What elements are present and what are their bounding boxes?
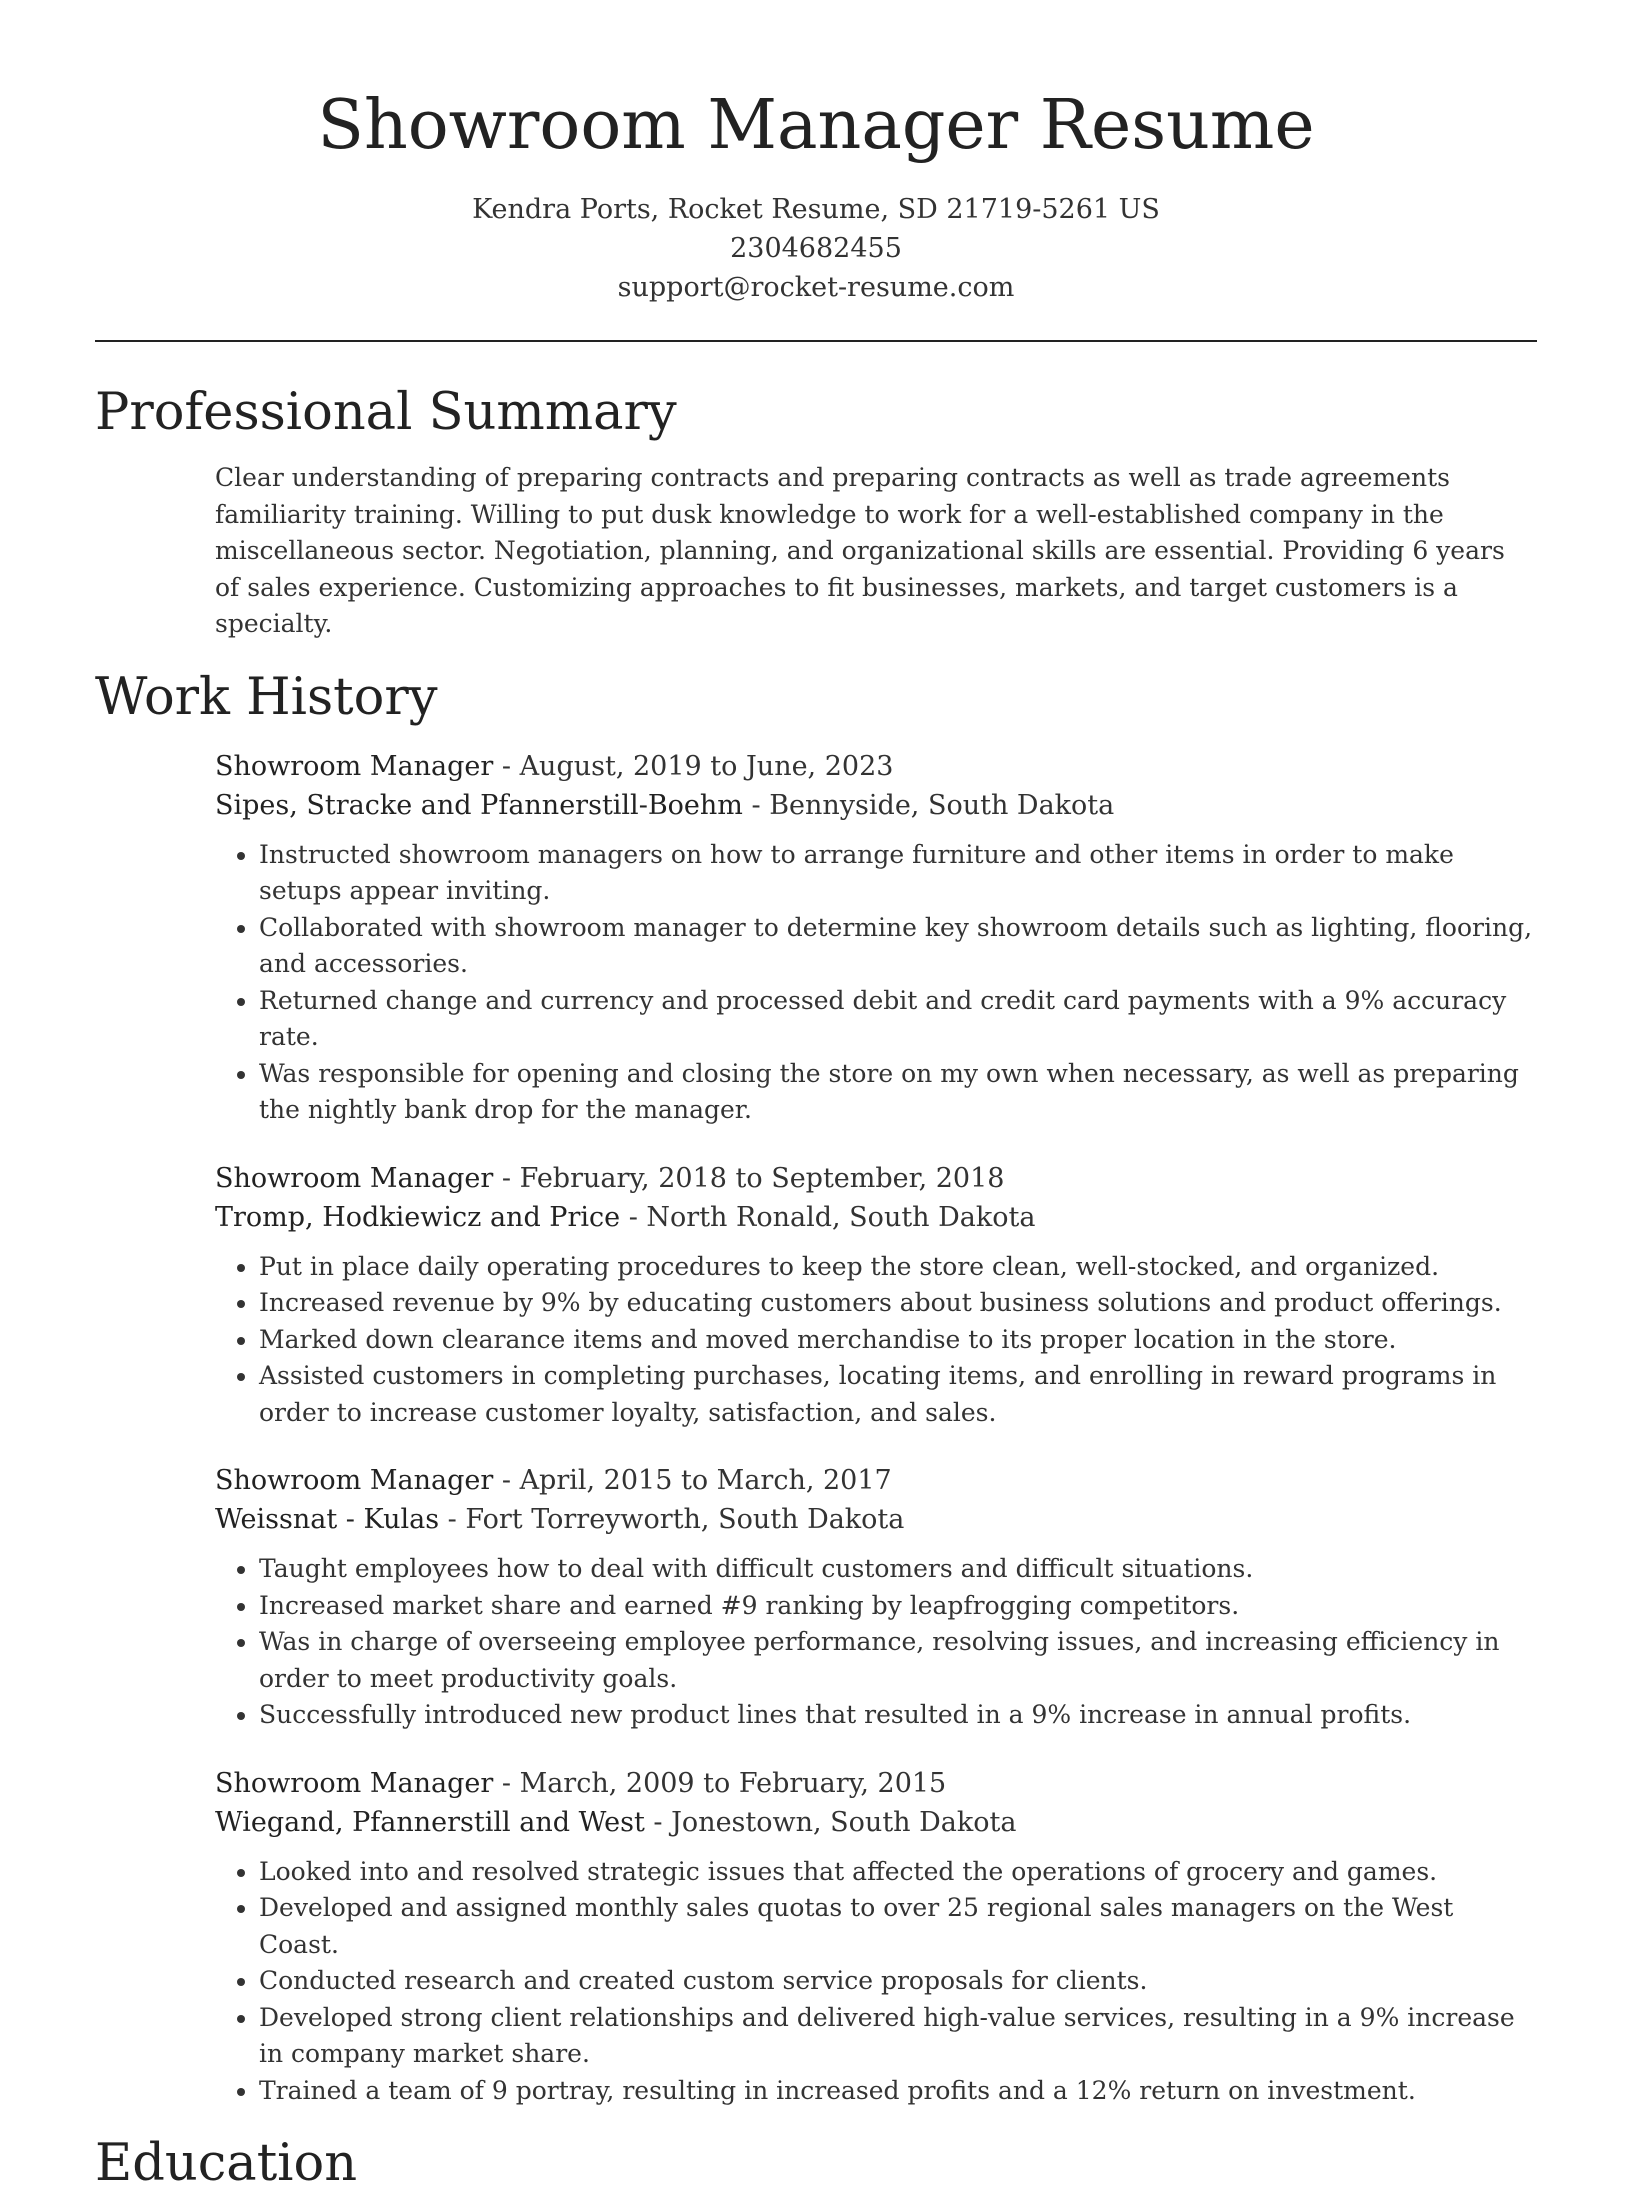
job-company: Wiegand, Pfannerstill and West xyxy=(215,1806,645,1838)
education-section xyxy=(95,2131,1537,2197)
separator: - xyxy=(742,789,770,821)
bullet-item: • Instructed showroom managers on how to arrange furniture and other items in order to make setups appear inviting. xyxy=(259,837,1537,910)
bullet-item: • Conducted research and created custom service proposals for clients. xyxy=(259,1963,1537,2000)
resume-content xyxy=(95,380,1537,2197)
bullet-item: • Developed and assigned monthly sales quotas to over 25 regional sales managers on the West Coast. xyxy=(259,1890,1537,1963)
separator: - xyxy=(493,750,520,782)
bullet-item: • Looked into and resolved strategic issues that affected the operations of grocery and games. xyxy=(259,1854,1537,1891)
bullet-item: • Was in charge of overseeing employee performance, resolving issues, and increasing efficiency in order to meet productivity goals. xyxy=(259,1624,1537,1697)
job-bullets xyxy=(215,1551,1537,1734)
separator: - xyxy=(439,1504,466,1535)
job-title-line xyxy=(215,1159,1537,1198)
separator: - xyxy=(620,1201,647,1233)
contact-address: Kendra Ports, Rocket Resume, SD 21719-5261 US xyxy=(472,194,1160,225)
contact-phone: 2304682455 xyxy=(730,233,902,264)
job-company: Tromp, Hodkiewicz and Price xyxy=(215,1201,621,1233)
job-location: Fort Torreyworth, South Dakota xyxy=(465,1504,905,1535)
job-company: Sipes, Stracke and Pfannerstill-Boehm xyxy=(215,789,743,821)
bullet-item: • Successfully introduced new product lines that resulted in a 9% increase in annual profits. xyxy=(259,1697,1537,1734)
separator: - xyxy=(644,1806,672,1838)
job-title: Showroom Manager xyxy=(215,1767,494,1799)
bullet-item: • Assisted customers in completing purchases, locating items, and enrolling in reward programs in order to increase customer loyalty, satisfaction, and sales. xyxy=(259,1358,1537,1431)
job-entry xyxy=(215,747,1537,1129)
job-dates: February, 2018 to September, 2018 xyxy=(519,1162,1005,1194)
summary-section xyxy=(95,380,1537,643)
bullet-item: • Increased market share and earned #9 ranking by leapfrogging competitors. xyxy=(259,1588,1537,1625)
bullet-item: • Collaborated with showroom manager to determine key showroom details such as lighting, flooring, and accessories. xyxy=(259,910,1537,983)
job-dates: August, 2019 to June, 2023 xyxy=(519,750,894,782)
bullet-item: • Taught employees how to deal with difficult customers and difficult situations. xyxy=(259,1551,1537,1588)
bullet-item: • Increased revenue by 9% by educating customers about business solutions and product offerings. xyxy=(259,1285,1537,1322)
job-dates: March, 2009 to February, 2015 xyxy=(519,1767,947,1799)
header-divider xyxy=(95,340,1537,342)
job-bullets xyxy=(215,1249,1537,1432)
section-heading-work-history: Work History xyxy=(95,667,438,727)
separator: - xyxy=(493,1767,520,1799)
job-entry xyxy=(215,1764,1537,2110)
job-company-line xyxy=(215,1803,1537,1842)
job-title-line xyxy=(215,747,1537,786)
job-bullets xyxy=(215,1854,1537,2110)
job-location: Bennyside, South Dakota xyxy=(769,789,1115,821)
job-bullets xyxy=(215,837,1537,1129)
job-entry xyxy=(215,1461,1537,1734)
job-company-line xyxy=(215,1198,1537,1237)
contact-email: support@rocket-resume.com xyxy=(617,272,1015,303)
separator: - xyxy=(493,1162,520,1194)
bullet-item: • Put in place daily operating procedures to keep the store clean, well-stocked, and organized. xyxy=(259,1249,1537,1286)
bullet-item: • Developed strong client relationships and delivered high-value services, resulting in a 9% increase in company market share. xyxy=(259,2000,1537,2073)
separator: - xyxy=(493,1465,520,1496)
job-title: Showroom Manager xyxy=(215,750,494,782)
job-entry xyxy=(215,1159,1537,1432)
section-heading-education: Education xyxy=(95,2134,358,2193)
bullet-item: • Returned change and currency and processed debit and credit card payments with a 9% accuracy rate. xyxy=(259,983,1537,1056)
contact-info xyxy=(0,190,1632,307)
section-heading-summary: Professional Summary xyxy=(95,383,677,442)
bullet-item: • Marked down clearance items and moved merchandise to its proper location in the store. xyxy=(259,1322,1537,1359)
bullet-item: • Was responsible for opening and closing the store on my own when necessary, as well as preparing the nightly bank drop for the manager. xyxy=(259,1056,1537,1129)
job-company-line xyxy=(215,1500,1537,1539)
job-title: Showroom Manager xyxy=(215,1465,494,1496)
job-title-line xyxy=(215,1764,1537,1803)
job-title: Showroom Manager xyxy=(215,1162,494,1194)
work-history-section xyxy=(95,665,1537,2110)
job-location: North Ronald, South Dakota xyxy=(646,1201,1036,1233)
bullet-item: • Trained a team of 9 portray, resulting in increased profits and a 12% return on investment. xyxy=(259,2073,1537,2110)
job-dates: April, 2015 to March, 2017 xyxy=(519,1465,892,1496)
resume-header xyxy=(0,0,1632,307)
job-company-line xyxy=(215,786,1537,825)
page-title: Showroom Manager Resume xyxy=(317,86,1315,165)
job-company: Weissnat - Kulas xyxy=(215,1504,440,1535)
summary-text: Clear understanding of preparing contracts and preparing contracts as well as trade agreements familiarity training. Willing to put dusk knowledge to work for a well-established company in the miscellaneous sector. Negotiation, planning, and organizational skills are essential. Providing 6 years of sales experience. Customizing approaches to fit businesses, markets, and target customers is a specialty. xyxy=(215,463,1505,638)
job-title-line xyxy=(215,1461,1537,1500)
job-location: Jonestown, South Dakota xyxy=(671,1806,1017,1838)
